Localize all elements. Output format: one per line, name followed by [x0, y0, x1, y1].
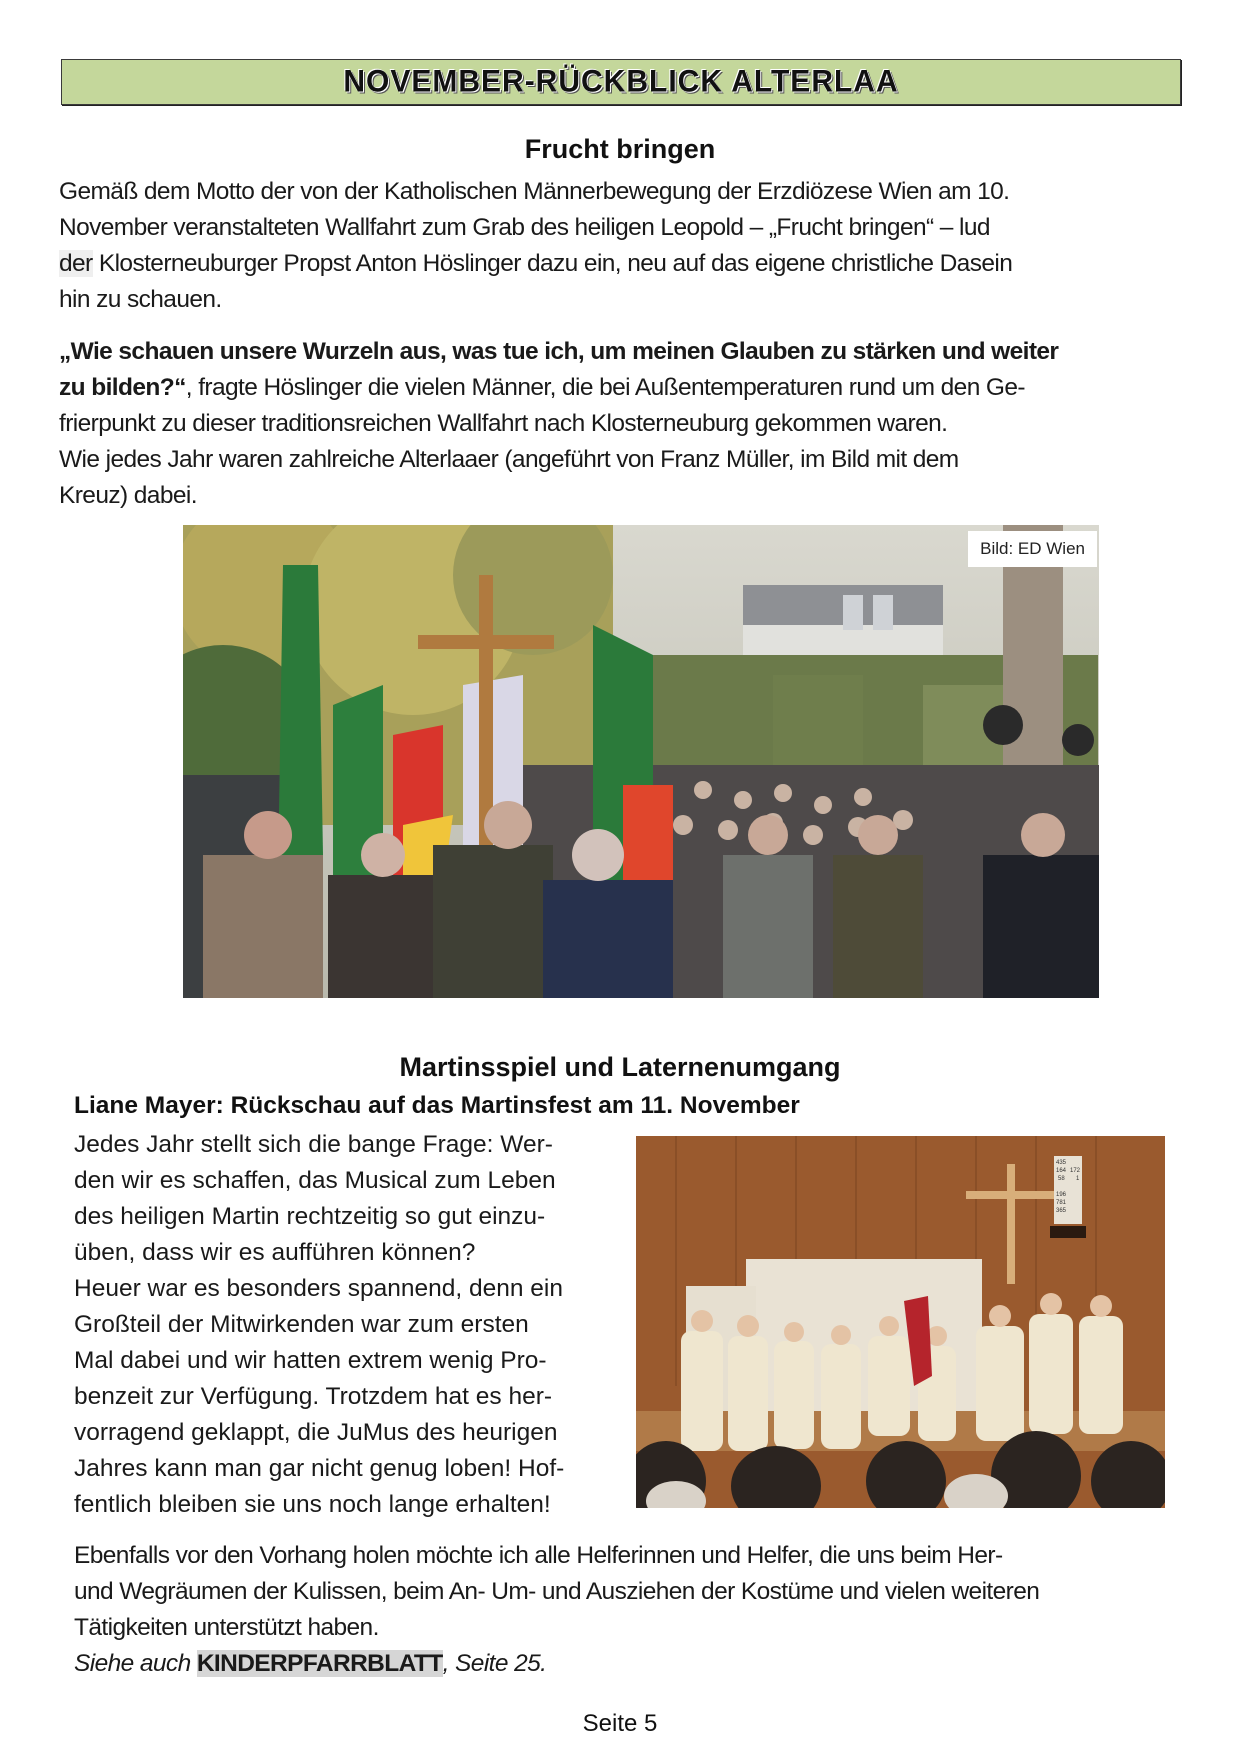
text-line: Kreuz) dabei. [59, 482, 197, 509]
text-line: Mal dabei und wir hatten extrem wenig Pro- [74, 1347, 547, 1374]
see-also-prefix: Siehe auch [74, 1650, 197, 1677]
text-line: hin zu schauen. [59, 286, 222, 313]
article2-column-text [74, 1127, 634, 1523]
text-line: Wie jedes Jahr waren zahlreiche Alterlaaer (angeführt von Franz Müller, im Bild mit dem [59, 446, 959, 473]
text-line: den wir es schaffen, das Musical zum Leben [74, 1167, 556, 1194]
see-also-suffix: , Seite 25. [442, 1650, 547, 1677]
martinsspiel-stage-photo [636, 1136, 1165, 1508]
section-header-title: NOVEMBER-RÜCKBLICK ALTERLAA [343, 64, 899, 99]
quote-bold-text: zu bilden?“ [59, 374, 186, 401]
text-line: Heuer war es besonders spannend, denn ein [74, 1275, 563, 1302]
hymn-number: 196 [1056, 1192, 1067, 1198]
page-number: Seite 5 [582, 1710, 658, 1737]
article2-closing-paragraph [74, 1538, 1224, 1682]
quote-line [59, 334, 1189, 370]
text-line: Jedes Jahr stellt sich die bange Frage: Wer- [74, 1131, 553, 1158]
text-line: vorragend geklappt, die JuMus des heurigen [74, 1419, 558, 1446]
text-line: des heiligen Martin rechtzeitig so gut einzu- [74, 1203, 546, 1230]
text-line: Großteil der Mitwirkenden war zum ersten [74, 1311, 529, 1338]
hymn-number: 172 [1070, 1168, 1081, 1174]
pilgrimage-procession-photo [183, 525, 1099, 998]
text-line: üben, dass wir es aufführen können? [74, 1239, 476, 1266]
hymn-number: 435 [1056, 1160, 1067, 1166]
article-title-martinsspiel: Martinsspiel und Laternenumgang [399, 1052, 841, 1082]
quote-line [59, 370, 1189, 406]
hymn-number: 164 [1056, 1168, 1067, 1174]
highlighted-word: der [59, 250, 93, 277]
article1-quote-paragraph [59, 334, 1189, 514]
section-header-banner [61, 59, 1181, 105]
article-title-frucht-bringen: Frucht bringen [524, 134, 716, 164]
photo-credit-caption: Bild: ED Wien [968, 531, 1097, 567]
procession-photo-illustration [183, 525, 1099, 998]
hymn-number: 365 [1056, 1208, 1067, 1214]
text-span: Klosterneuburger Propst Anton Höslinger dazu ein, neu auf das eigene christliche Dasein [92, 250, 1013, 277]
text-line: benzeit zur Verfügung. Trotzdem hat es her- [74, 1383, 553, 1410]
text-line: fentlich bleiben sie uns noch lange erhalten! [74, 1491, 551, 1518]
hymn-number: 1 [1076, 1176, 1080, 1182]
martinsspiel-photo-illustration [636, 1136, 1165, 1508]
text-line: November veranstalteten Wallfahrt zum Grab des heiligen Leopold – „Frucht bringen“ – lud [59, 214, 990, 241]
hymn-number: 58 [1058, 1176, 1065, 1182]
text-line: Gemäß dem Motto der von der Katholischen Männerbewegung der Erzdiözese Wien am 10. [59, 178, 1010, 205]
text-line: Jahres kann man gar nicht genug loben! Hof- [74, 1455, 565, 1482]
article1-intro-paragraph [59, 174, 1189, 318]
text-line: Tätigkeiten unterstützt haben. [74, 1614, 379, 1641]
kinderpfarrblatt-reference: KINDERPFARRBLATT [196, 1650, 443, 1677]
see-also-line [74, 1646, 1224, 1682]
text-line: frierpunkt zu dieser traditionsreichen Wallfahrt nach Klosterneuburg gekommen waren. [59, 410, 948, 437]
hymn-number: 781 [1056, 1200, 1067, 1206]
quote-bold-text: „Wie schauen unsere Wurzeln aus, was tue ich, um meinen Glauben zu stärken und weiter [59, 338, 1059, 365]
text-line: und Wegräumen der Kulissen, beim An- Um- und Ausziehen der Kostüme und vielen weiteren [74, 1578, 1040, 1605]
text-span: , fragte Höslinger die vielen Männer, die bei Außentemperaturen rund um den Ge- [185, 374, 1025, 401]
text-line: Ebenfalls vor den Vorhang holen möchte ich alle Helferinnen und Helfer, die uns beim Her- [74, 1542, 1003, 1569]
article2-subtitle: Liane Mayer: Rückschau auf das Martinsfest am 11. November [74, 1092, 800, 1119]
text-line [59, 246, 1189, 282]
